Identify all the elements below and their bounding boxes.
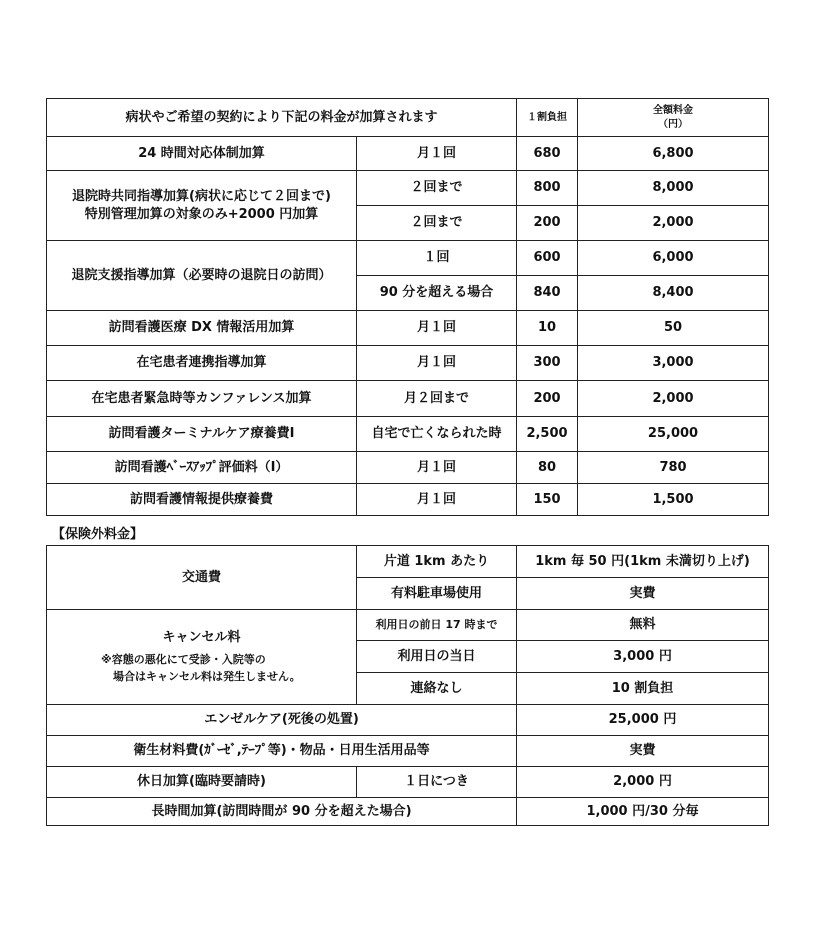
cancel-fee: 無料 [517,610,769,641]
row-name-line1: 退院時共同指導加算(病状に応じて２回まで) [72,188,331,204]
row-total: 8,400 [578,276,769,311]
row-name: 24 時間対応体制加算 [47,137,357,171]
row-share: 200 [517,206,578,241]
row-total: 2,000 [578,381,769,417]
row-share: 10 [517,311,578,346]
row-freq: 月２回まで [357,381,517,417]
row-name-line2: 特別管理加算の対象のみ+2000 円加算 [84,206,319,222]
row-share: 150 [517,484,578,516]
row-name [47,171,357,241]
table-row [47,736,769,767]
table-row [47,137,769,171]
row-share: 2,500 [517,417,578,452]
row-total: 3,000 [578,346,769,381]
row-freq: 月１回 [357,311,517,346]
holiday-fee: 2,000 円 [517,767,769,798]
transport-name: 交通費 [47,546,357,610]
insurance-fee-table [46,98,769,516]
holiday-name: 休日加算(臨時要請時) [47,767,357,798]
row-freq: 月１回 [357,346,517,381]
table-row [47,241,769,276]
cancel-fee: 3,000 円 [517,641,769,673]
section-title: 【保険外料金】 [52,527,144,542]
row-name: 訪問看護情報提供療養費 [47,484,357,516]
row-share: 680 [517,137,578,171]
row-freq: 月１回 [357,484,517,516]
table-header-row [47,99,769,137]
header-total-line2: （円） [658,118,689,130]
row-name: 在宅患者緊急時等カンファレンス加算 [47,381,357,417]
header-total [578,99,769,137]
supplies-fee: 実費 [517,736,769,767]
header-total-line1: 全額料金 [653,105,694,116]
holiday-cond: １日につき [357,767,517,798]
transport-fee: 実費 [517,578,769,610]
table-row [47,546,769,578]
row-freq: ２回まで [357,206,517,241]
header-share: １割負担 [517,99,578,137]
cancel-cond: 利用日の前日 17 時まで [357,610,517,641]
long-fee: 1,000 円/30 分毎 [517,798,769,826]
row-freq: 90 分を超える場合 [357,276,517,311]
non-insurance-fee-table [46,545,769,826]
row-total: 6,800 [578,137,769,171]
table-row [47,610,769,641]
row-name: 在宅患者連携指導加算 [47,346,357,381]
row-total: 780 [578,452,769,484]
row-share: 600 [517,241,578,276]
cancel-name: キャンセル料 [162,630,241,646]
transport-cond: 片道 1km あたり [357,546,517,578]
table-row [47,381,769,417]
cancel-note-line2: 場合はキャンセル料は発生しません。 [113,669,301,683]
table-row [47,705,769,736]
row-freq: ２回まで [357,171,517,206]
row-total: 2,000 [578,206,769,241]
row-share: 300 [517,346,578,381]
table-row [47,452,769,484]
row-name: 訪問看護医療 DX 情報活用加算 [47,311,357,346]
row-freq: 月１回 [357,137,517,171]
row-name: 訪問看護ターミナルケア療養費Ⅰ [47,417,357,452]
row-total: 6,000 [578,241,769,276]
supplies-name: 衛生材料費(ｶﾞｰｾﾞ,ﾃｰﾌﾟ等)・物品・日用生活用品等 [47,736,517,767]
cancel-note-line1: ※容態の悪化にて受診・入院等の [101,652,266,666]
cancel-cond: 連絡なし [357,673,517,705]
row-name: 訪問看護ﾍﾞｰｽｱｯﾌﾟ評価料（Ⅰ） [47,452,357,484]
row-total: 1,500 [578,484,769,516]
row-freq: １回 [357,241,517,276]
table-row [47,798,769,826]
table-row [47,767,769,798]
header-title: 病状やご希望の契約により下記の料金が加算されます [47,99,517,137]
row-freq: 自宅で亡くなられた時 [357,417,517,452]
table-row [47,171,769,206]
row-share: 200 [517,381,578,417]
row-total: 50 [578,311,769,346]
angel-name: エンゼルケア(死後の処置) [47,705,517,736]
table-row [47,484,769,516]
row-share: 800 [517,171,578,206]
cancel-fee: 10 割負担 [517,673,769,705]
table-row [47,417,769,452]
row-name: 退院支援指導加算（必要時の退院日の訪問） [47,241,357,311]
cancel-cond: 利用日の当日 [357,641,517,673]
row-share: 80 [517,452,578,484]
table-row [47,346,769,381]
row-total: 25,000 [578,417,769,452]
angel-fee: 25,000 円 [517,705,769,736]
table-row [47,311,769,346]
row-share: 840 [517,276,578,311]
row-freq: 月１回 [357,452,517,484]
cancel-cell [47,610,357,705]
row-total: 8,000 [578,171,769,206]
long-name: 長時間加算(訪問時間が 90 分を超えた場合) [47,798,517,826]
transport-cond: 有料駐車場使用 [357,578,517,610]
transport-fee: 1km 毎 50 円(1km 未満切り上げ) [517,546,769,578]
